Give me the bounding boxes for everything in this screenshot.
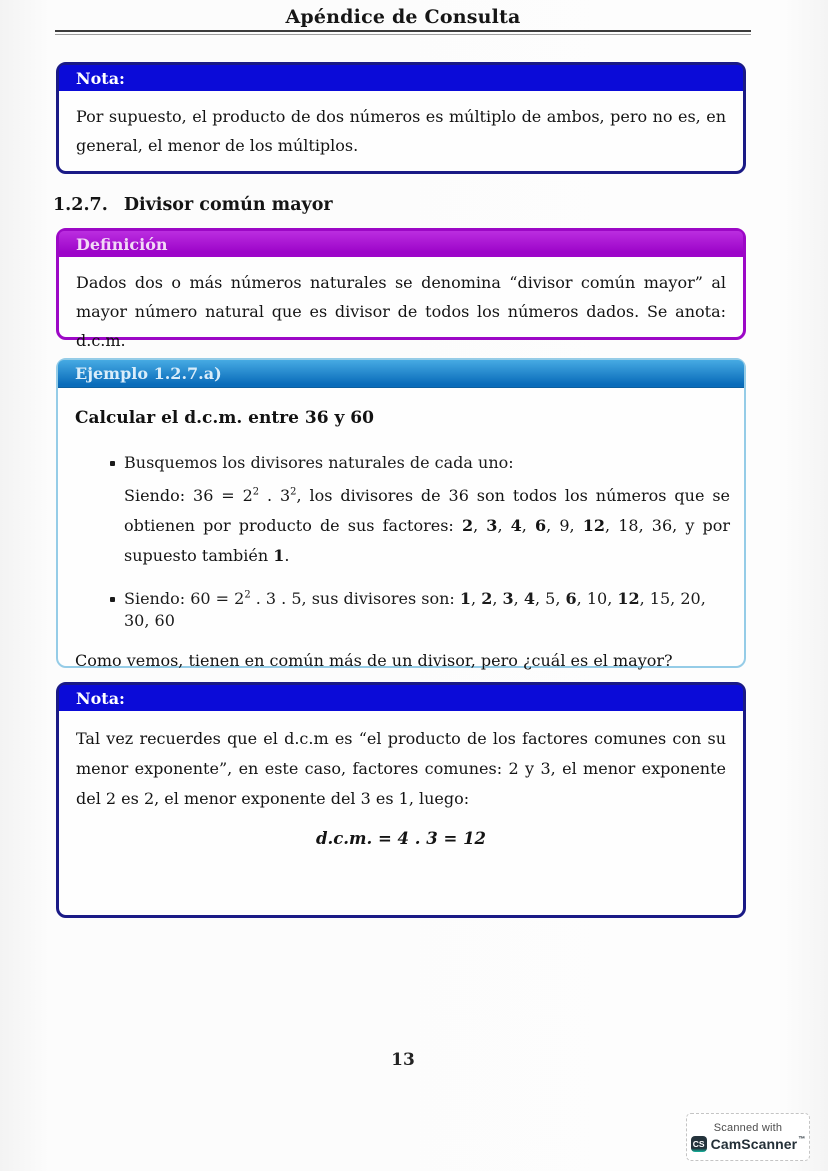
example-box-title: Ejemplo 1.2.7.a) bbox=[75, 364, 222, 383]
example-box-header bbox=[58, 360, 744, 388]
note-box-2-title: Nota: bbox=[76, 688, 125, 708]
note-box-1-text: Por supuesto, el producto de dos números es múltiplo de ambos, pero no es, en general, el menor de los múltiplos. bbox=[76, 107, 726, 155]
note-box-2-text: Tal vez recuerdes que el d.c.m es “el producto de los factores comunes con su menor exponente”, en este caso, factores comunes: 2 y 3, el menor exponente del 2 es 2, el menor exponente del 3 es 1, luego: bbox=[76, 729, 726, 808]
header-rule bbox=[55, 30, 751, 32]
note-box-2-header bbox=[59, 685, 743, 711]
section-heading bbox=[53, 195, 333, 215]
example-bullet-2-text: Siendo: $60 = 2^2$ . 3 . 5, sus divisores son: 1, 2, 3, 4, 5, 6, 10, 12, 15, 20, 30, 60 bbox=[124, 589, 706, 630]
page-title: Apéndice de Consulta bbox=[285, 6, 521, 28]
section-number: 1.2.7. bbox=[53, 195, 108, 215]
example-box-body bbox=[58, 388, 744, 720]
section-title: Divisor común mayor bbox=[123, 195, 333, 215]
example-box bbox=[56, 358, 746, 668]
example-factors-36: Siendo: $36 = 2^2$ . $3^2$, los divisores de 36 son todos los números que se obtienen por producto de sus factores: 2, 3, 4, 6, 9, 12, 18, 36, y por supuesto también 1. bbox=[124, 486, 731, 565]
camscanner-badge bbox=[686, 1113, 810, 1161]
page-number: 13 bbox=[391, 1050, 415, 1070]
bullet-icon bbox=[110, 461, 115, 466]
example-bullet-1-text: Busquemos los divisores naturales de cada uno: bbox=[124, 453, 514, 472]
example-problem-statement: Calcular el d.c.m. entre 36 y 60 bbox=[75, 408, 374, 428]
example-bullet-1 bbox=[110, 452, 727, 474]
definition-box-title: Definición bbox=[76, 234, 168, 254]
definition-box-header bbox=[59, 231, 743, 257]
camscanner-brand-row bbox=[691, 1136, 806, 1152]
trademark-symbol: ™ bbox=[798, 1136, 806, 1143]
note-box-2-body bbox=[59, 711, 743, 856]
definition-box bbox=[56, 228, 746, 350]
note-box-2-formula: d.c.m. = 4 . 3 = 12 bbox=[315, 829, 487, 848]
note-box-1-header bbox=[59, 65, 743, 91]
definition-box-body bbox=[59, 257, 743, 363]
note-box-2 bbox=[56, 682, 746, 918]
camscanner-logo-icon: CS bbox=[691, 1136, 707, 1152]
example-bullet-2 bbox=[110, 588, 727, 632]
camscanner-scanned-with-label: Scanned with bbox=[713, 1122, 783, 1134]
definition-text: Dados dos o más números naturales se denomina “divisor común mayor” al mayor número natural que es divisor de todos los números dados. Se anota: d.c.m. bbox=[76, 273, 726, 350]
camscanner-brand-name: CamScanner™ bbox=[710, 1136, 806, 1152]
note-box-1-title: Nota: bbox=[76, 68, 125, 88]
note-box-1-body bbox=[59, 91, 743, 168]
header-rule-shadow bbox=[55, 34, 751, 35]
note-box-1 bbox=[56, 62, 746, 174]
bullet-icon bbox=[110, 597, 115, 602]
example-conclusion: Como vemos, tienen en común más de un divisor, pero ¿cuál es el mayor? bbox=[75, 651, 673, 670]
